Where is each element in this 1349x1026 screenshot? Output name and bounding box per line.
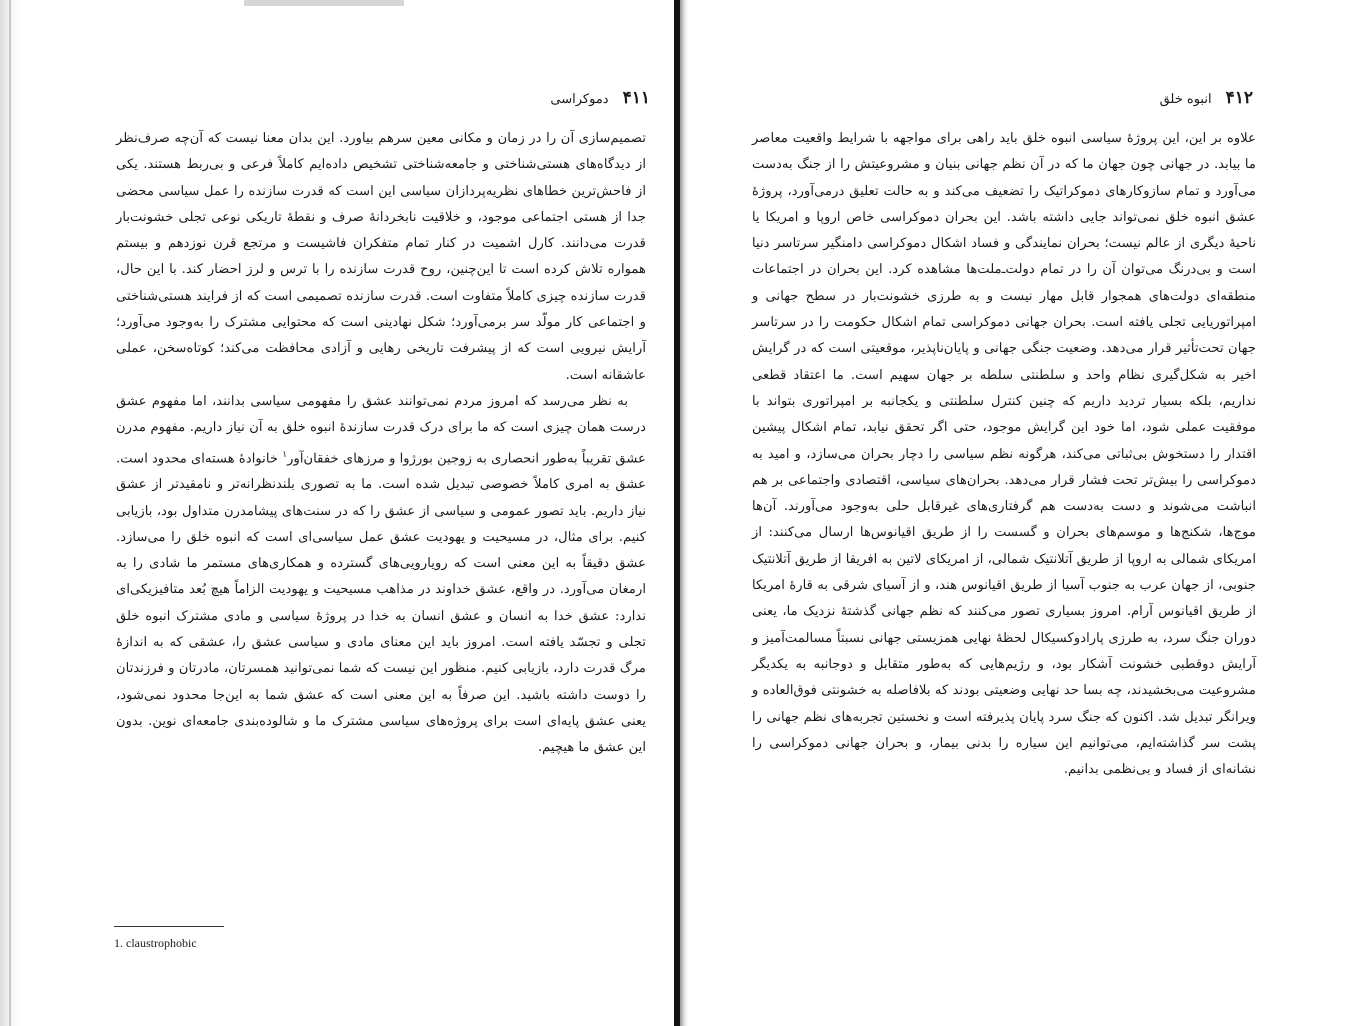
left-paragraph-2 <box>116 389 646 762</box>
left-paragraph-2-part-1: به نظر می‌رسد که امروز مردم نمی‌توانند عشق را مفهومی سیاسی بدانند، اما مفهوم عشق درست همان چیزی است که ما برای درک قدرت سازندهٔ انبوه خلق به آن نیاز داریم. مفهوم مدرن عشق تقریباً به‌طور انحصاری به زوجین بورژوا و مرزهای خفقان‌آور <box>116 393 647 466</box>
left-paragraph-1: تصمیم‌سازی آن را در زمان و مکانی معین سرهم بیاورد. این بدان معنا نیست که آن‌چه صرف‌نظر از دیدگاه‌های هستی‌شناختی و جامعه‌شناختی تشخیص داده‌ایم کاملاً فرعی و بی‌ربط هستند. یکی از فاحش‌ترین خطاهای نظریه‌پردازان سیاسی این است که قدرت سازنده را عمل سیاسی محضی جدا از هستی اجتماعی موجود، و خلاقیت نابخردانهٔ صرف و نقطهٔ تاریکی نوعی تجلی خشونت‌بار قدرت می‌دانند. کارل اشمیت در کنار تمام متفکران فاشیست و مرتجع قرن نوزدهم و بیستم همواره تلاش کرده است تا این‌چنین، روح قدرت سازنده را با ترس و لرز احضار کند. با این حال، قدرت سازنده چیزی کاملاً متفاوت است. قدرت سازنده تصمیمی است که از فرایند هستی‌شناختی و اجتماعی کار مولّد سر برمی‌آورد؛ شکل نهادینی است که محتوایی مشترک را به‌وجود می‌آورد؛ آرایش نیرویی است که از پیشرفت تاریخی رهایی و آزادی محافظت می‌کند؛ کوتاه‌سخن، عملی عاشقانه است. <box>116 131 646 383</box>
left-body-text <box>116 126 646 762</box>
scan-left-edge <box>0 0 22 1026</box>
right-running-head <box>1160 88 1253 108</box>
book-gutter-shadow <box>680 0 688 1026</box>
footnote-marker: ۱ <box>282 449 288 460</box>
left-running-head-title: دموکراسی <box>550 92 609 107</box>
left-page-number: ۴۱۱ <box>622 88 650 108</box>
right-running-head-title: انبوه خلق <box>1159 92 1212 107</box>
right-page <box>690 0 1349 1026</box>
footnote: 1. claustrophobic <box>114 936 197 950</box>
left-paragraph-2-part-2: خانوادهٔ هسته‌ای محدود است. عشق به امری کاملاً خصوصی تبدیل شده است. ما به تصوری بلندنظرانه‌تر و نامقیدتر از عشق نیاز داریم. باید تصور عمومی و سیاسی از عشق را که در سنت‌های پیشامدرن متداول بود، بازیابی کنیم. برای مثال، در مسیحیت و یهودیت عشق عمل سیاسی‌ای است که انبوه خلق را می‌سازد. عشق دقیقاً به این معنی است که رویارویی‌های گسترده و همکاری‌های مستمر ما شادی را به ارمغان می‌آورد. در واقع، عشق خداوند در مذاهب مسیحیت و یهودیت الزاماً هیچ بُعد متافیزیکی‌ای ندارد: عشق خدا به انسان و عشق انسان به خدا در پروژهٔ سیاسی و مادی مشترک انبوه خلق تجلی و تجسّد یافته است. امروز باید این معنای مادی و سیاسی عشق را، عشقی که به اندازهٔ مرگ قدرت دارد، بازیابی کنیم. منظور این نیست که شما نمی‌توانید همسرتان، مادرتان و فرزندتان را دوست داشته باشید. این صرفاً به این معنی است که عشق شما به این‌جا محدود نمی‌شود، یعنی عشق پایه‌ای است برای پروژه‌های سیاسی مشترک ما و شالوده‌بندی جامعه‌ای نوین. بدون این عشق ما هیچیم. <box>116 450 646 756</box>
footnote-rule <box>114 926 224 927</box>
left-page <box>30 0 674 1026</box>
left-running-head <box>550 88 650 108</box>
scan-left-edge-line <box>9 0 11 1026</box>
right-paragraph-1: علاوه بر این، این پروژهٔ سیاسی انبوه خلق باید راهی برای مواجهه با شرایط واقعیت معاصر ما بیابد. در جهانی چون جهان ما که در آن نظم جهانی بنیان و مشروعیتش را از جنگ به‌دست می‌آورد و تمام سازوکارهای دموکراتیک را تضعیف می‌کند و به حالت تعلیق درمی‌آورد، پروژهٔ عشق انبوه خلق نمی‌تواند جایی داشته باشد. این بحران دموکراسی خاص اروپا و امریکا یا ناحیهٔ دیگری از عالم نیست؛ بحران نمایندگی و فساد اشکال دموکراسی دامنگیر سرتاسر دنیا است و بی‌درنگ می‌توان آن را در تمام دولت‌ـ‌ملت‌ها مشاهده کرد. این بحران در اجتماعات منطقه‌ای دولت‌های همجوار قابل مهار نیست و به طرزی خشونت‌بار در سطح جهانی و امپراتوریایی تجلی یافته است. بحران جهانی دموکراسی تمام اشکال حکومت را در سرتاسر جهان تحت‌تأثیر قرار می‌دهد. وضعیت جنگی جهانی و پایان‌ناپذیر، موقعیتی است که در گرایش اخیر به شکل‌گیری نظام واحد و سلطنتی سلطه بر جهان سهیم است. ما اعتقاد قطعی نداریم، بلکه بسیار تردید داریم که چنین کنترل سلطنتی و یکجانبه بر امپراتوری بتواند با موفقیت عملی شود، اما خود این گرایش موجود، حتی اگر تحقق نیابد، تمام اشکال پیشین اقتدار را دستخوش بی‌ثباتی می‌کند، هرگونه نظم سیاسی را دچار بحران می‌سازد، و امید به دموکراسی را بیش‌تر تحت فشار قرار می‌دهد. بحران‌های سیاسی، اقتصادی واجتماعی بر هم انباشت می‌شوند و دست به‌دست هم گرفتاری‌های غیرقابل حلی به‌وجود می‌آورند. آن‌ها موج‌ها، شکنج‌ها و موسم‌های بحران و گسست را از طریق اقیانوس‌ها ارسال می‌کنند: از امریکای شمالی به اروپا از طریق آتلانتیک شمالی، از امریکای لاتین به افریقا از طریق آتلانتیک جنوبی، از جهان عرب به جنوب آسیا از طریق اقیانوس هند، و از آسیای شرقی به قارهٔ امریکا از طریق اقیانوس آرام. امروز بسیاری تصور می‌کنند که نظم جهانی گذشتهٔ نزدیک ما، یعنی دوران جنگ سرد، به طرزی پارادوکسیکال لحظهٔ نهایی همزیستی جهانی نسبتاً مسالمت‌آمیز و آرایش دوقطبی خشونت آشکار بود، و رژیم‌هایی که به‌طور متقابل و دوجانبه به یکدیگر مشروعیت می‌بخشیدند، چه بسا حد نهایی وضعیتی بودند که بلافاصله به خشونتی فوق‌العاده و ویرانگر تبدیل شد. اکنون که جنگ سرد پایان پذیرفته است و نخستین تجربه‌های نظم جهانی را پشت سر گذاشته‌ایم، می‌توانیم این سیاره را بدنی بیمار، و بحران جهانی دموکراسی را نشانه‌ای از فساد و بی‌نظمی بدانیم. <box>752 131 1256 778</box>
right-body-text <box>752 126 1256 783</box>
right-page-number: ۴۱۲ <box>1225 88 1253 108</box>
